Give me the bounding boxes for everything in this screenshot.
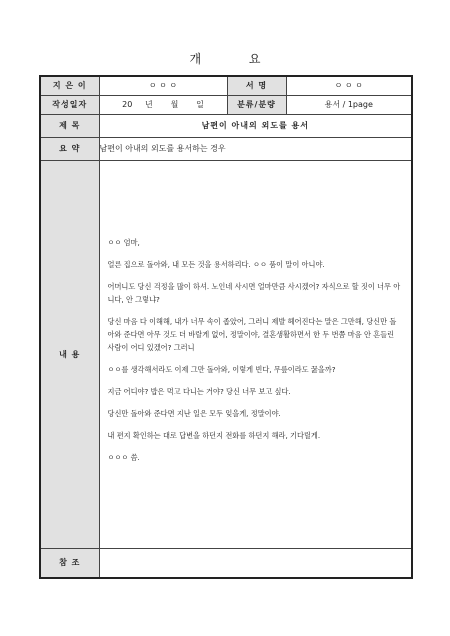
content-label: 내 용 (40, 160, 99, 548)
letter-paragraph: ㅇㅇ를 생각해서라도 이제 그만 돌아와, 이렇게 빈다, 무릎이라도 꿇을까? (107, 364, 336, 374)
subject-label: 제 목 (40, 114, 99, 137)
date-value (99, 95, 227, 114)
category-label: 분류/분량 (227, 95, 286, 114)
date-year: 20 (122, 100, 133, 109)
summary-row (40, 137, 412, 160)
content-row (40, 160, 412, 548)
subject-row (40, 114, 412, 137)
signature-value: ㅇ ㅇ ㅇ (286, 76, 412, 95)
letter-paragraph: 내 편지 확인하는 대로 답변을 하던지 전화를 하던지 해라, 기다릴게. (107, 430, 321, 440)
author-row (40, 76, 412, 95)
signature-label: 서 명 (227, 76, 286, 95)
reference-row (40, 548, 412, 578)
date-year-unit: 년 (145, 100, 153, 109)
date-day-unit: 일 (196, 100, 204, 109)
author-value: ㅇ ㅇ ㅇ (99, 76, 227, 95)
reference-value (99, 548, 412, 578)
letter-body (100, 236, 412, 464)
date-month-unit: 월 (170, 100, 179, 109)
date-label: 작성일자 (40, 95, 99, 114)
content-body-cell (99, 160, 412, 548)
document-title: 개 요 (189, 52, 283, 66)
letter-paragraph: 당신만 돌아와 준다면 지난 일은 모두 잊을게, 정말이야. (107, 408, 281, 418)
summary-value: 남편이 아내의 외도를 용서하는 경우 (99, 137, 412, 160)
overview-table (39, 75, 413, 579)
letter-paragraph: 지금 어디야? 밥은 먹고 다니는 거야? 당신 너무 보고 싶다. (107, 386, 291, 396)
summary-label: 요 약 (40, 137, 99, 160)
category-value: 용서 / 1page (286, 95, 412, 114)
subject-value: 남편이 아내의 외도를 용서 (99, 114, 412, 137)
reference-label: 참 조 (40, 548, 99, 578)
letter-paragraph: 당신 마음 다 이해해, 내가 너무 속이 좁았어, 그러니 제발 헤어진다는 말은 그만해, 당신만 돌아와 준다면 아무 것도 더 바랄게 없어, 정말이야, 결혼생활하면서 한 두 번쯤 마음 안 흔들린 사람이 어디 있겠어? 그러니 (107, 316, 397, 352)
letter-paragraph: ㅇㅇ 엄마, (107, 237, 140, 247)
letter-paragraph: 어머니도 당신 걱정을 많이 하셔. 노인네 사시면 얼마만큼 사시겠어? 자식으로 할 짓이 너무 아니다, 안 그렇냐? (107, 281, 401, 304)
letter-paragraph: ㅇㅇㅇ 씀. (107, 452, 140, 462)
letter-paragraph: 얼른 집으로 돌아와, 내 모든 것을 용서하리다. ㅇㅇ 품이 말이 아니야. (107, 259, 325, 269)
author-label: 지 은 이 (40, 76, 99, 95)
date-row (40, 95, 412, 114)
